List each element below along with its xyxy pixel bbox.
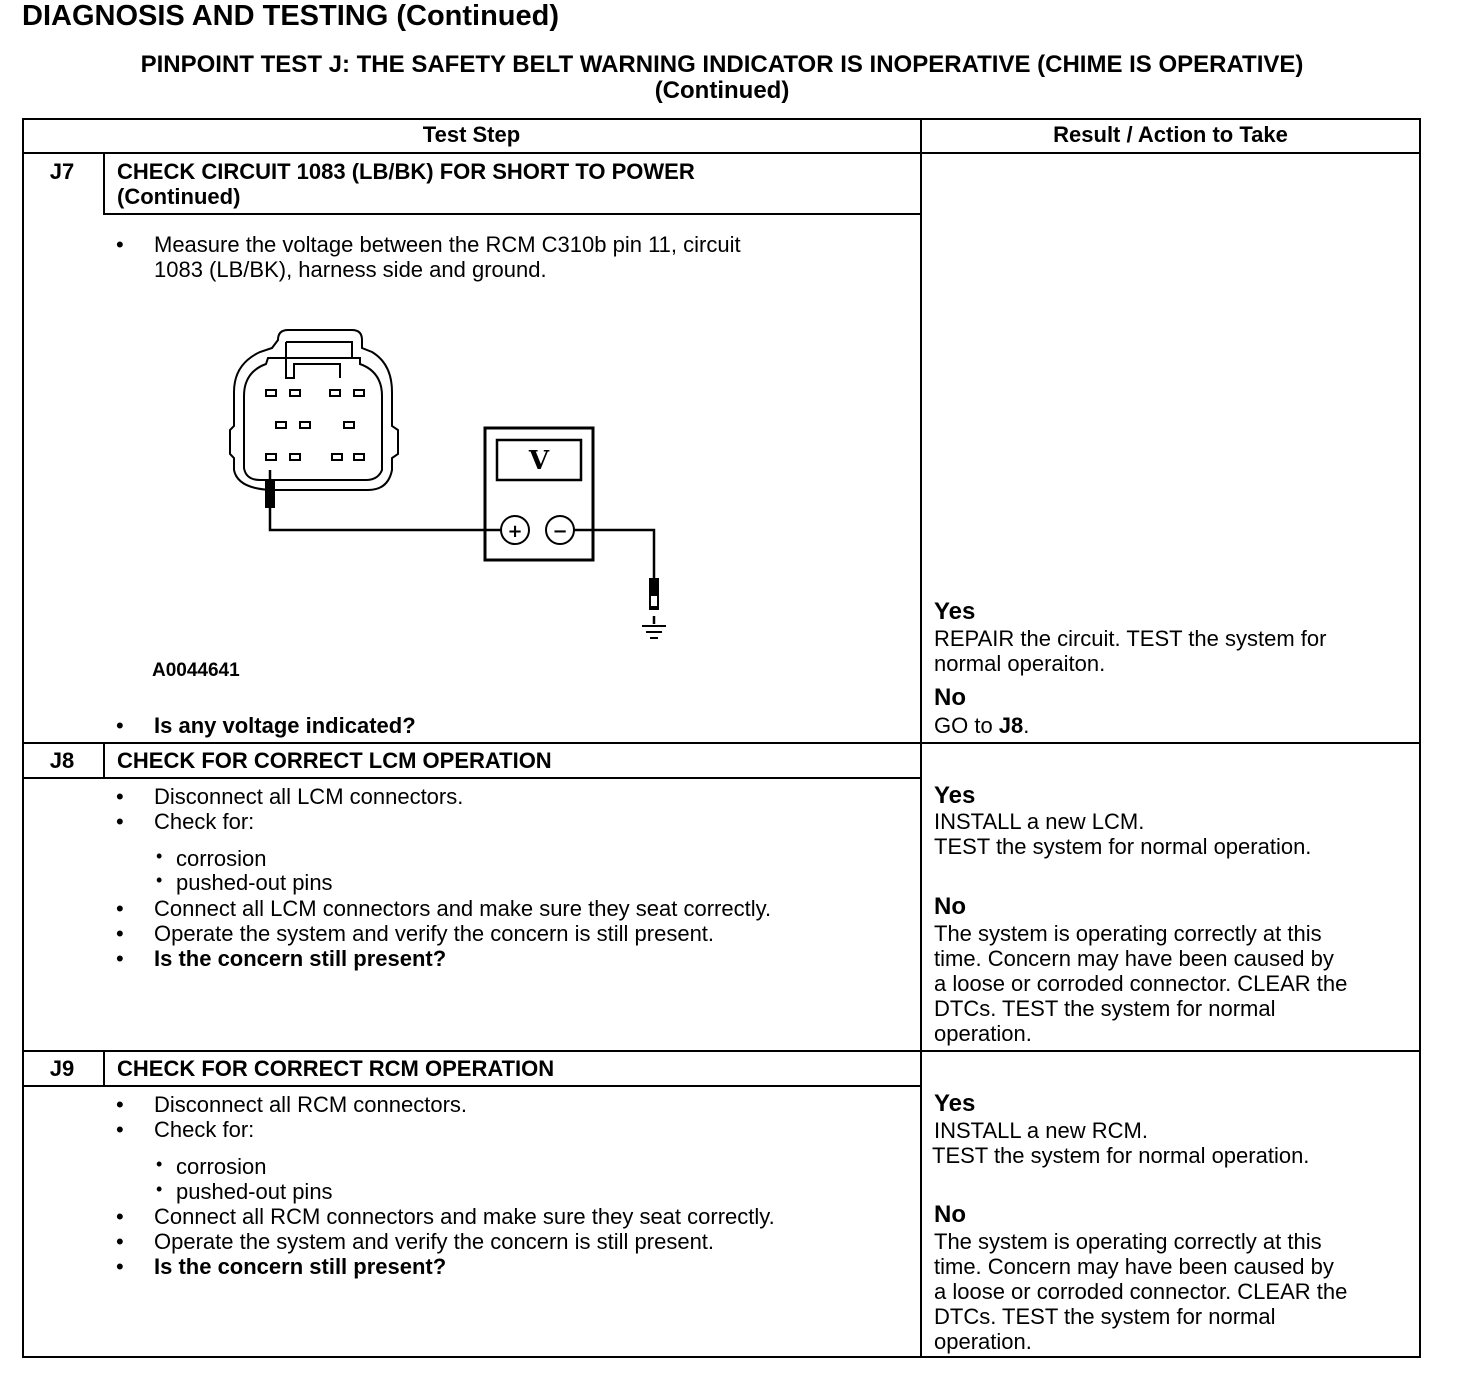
j9-no-line-1: The system is operating correctly at this [934, 1229, 1322, 1254]
bullet: • [116, 1254, 124, 1279]
sub-bullet: • [156, 1154, 163, 1174]
bullet: • [116, 232, 124, 257]
j9-question: Is the concern still present? [154, 1254, 447, 1279]
j9-yes-action [932, 1118, 1309, 1168]
j8-yes-line-2: TEST the system for normal operation. [934, 834, 1312, 859]
j7-id-divider [103, 152, 105, 215]
j8-question: Is the concern still present? [154, 946, 447, 971]
bullet: • [116, 784, 124, 809]
j8-row-divider [22, 1050, 1421, 1052]
j8-no-action [934, 921, 1347, 1046]
column-header-test-step: Test Step [422, 122, 521, 147]
j8-title-divider [22, 777, 921, 779]
j7-yes-line-2: normal operaiton. [934, 651, 1106, 676]
j7-step-text [154, 232, 741, 282]
j7-no-label: No [934, 684, 966, 711]
j8-no-line-5: operation. [934, 1021, 1032, 1046]
j8-yes-label: Yes [934, 782, 976, 809]
j8-sub-1: corrosion [176, 846, 267, 871]
j9-id-divider [103, 1050, 105, 1087]
pinpoint-title-line: PINPOINT TEST J: THE SAFETY BELT WARNING INDICATOR IS INOPERATIVE (CHIME IS OPERATIVE) [140, 51, 1304, 78]
j7-step-line-1: Measure the voltage between the RCM C310b pin 11, circuit [154, 232, 741, 257]
bullet: • [116, 1117, 124, 1142]
j7-yes-line-1: REPAIR the circuit. TEST the system for [934, 626, 1327, 651]
sub-bullet: • [156, 846, 163, 866]
bullet: • [116, 809, 124, 834]
j8-sub-2: pushed-out pins [176, 870, 333, 895]
j7-title-line-1: CHECK CIRCUIT 1083 (LB/BK) FOR SHORT TO POWER [117, 159, 695, 184]
step-id-j7: J7 [49, 159, 75, 184]
bullet: • [116, 896, 124, 921]
j9-title-divider [22, 1085, 921, 1087]
header-row-divider [22, 152, 1421, 154]
page-title: DIAGNOSIS AND TESTING (Continued) [22, 0, 560, 32]
column-divider [920, 118, 922, 1358]
j8-no-line-4: DTCs. TEST the system for normal [934, 996, 1276, 1021]
j7-question: Is any voltage indicated? [154, 713, 416, 738]
j7-title-divider [103, 213, 921, 215]
j7-title-line-2: (Continued) [117, 184, 241, 209]
link-j8[interactable]: J8 [998, 713, 1024, 738]
bullet: • [116, 1092, 124, 1117]
step-id-j9: J9 [49, 1056, 75, 1081]
j8-no-line-3: a loose or corroded connector. CLEAR the [934, 971, 1348, 996]
bullet: • [116, 1204, 124, 1229]
meter-plus: + [507, 521, 523, 542]
j8-yes-action [934, 809, 1311, 859]
figure-id: A0044641 [152, 660, 240, 681]
j8-no-label: No [934, 893, 966, 920]
pinpoint-title-continued: (Continued) [654, 77, 790, 104]
j8-step-1: Disconnect all LCM connectors. [154, 784, 464, 809]
j9-no-line-4: DTCs. TEST the system for normal [934, 1304, 1276, 1329]
step-id-j8: J8 [49, 748, 75, 773]
j8-step-4: Operate the system and verify the concern is still present. [154, 921, 715, 946]
j9-step-3: Connect all RCM connectors and make sure they seat correctly. [154, 1204, 775, 1229]
j9-sub-1: corrosion [176, 1154, 267, 1179]
bullet: • [116, 921, 124, 946]
j8-step-3: Connect all LCM connectors and make sure they seat correctly. [154, 896, 772, 921]
j7-title [117, 159, 695, 209]
j9-sub-2: pushed-out pins [176, 1179, 333, 1204]
j8-id-divider [103, 742, 105, 779]
sub-bullet: • [156, 870, 163, 890]
connector-shell [230, 330, 398, 490]
pinpoint-test-title [22, 52, 1422, 104]
j9-yes-label: Yes [934, 1090, 976, 1117]
sub-bullet: • [156, 1179, 163, 1199]
j9-yes-line-1: INSTALL a new RCM. [934, 1118, 1148, 1143]
meter-minus: − [552, 521, 568, 542]
j9-step-4: Operate the system and verify the concern is still present. [154, 1229, 715, 1254]
j9-no-line-2: time. Concern may have been caused by [934, 1254, 1334, 1279]
meter-symbol: V [528, 446, 550, 476]
j7-yes-action [934, 626, 1326, 676]
bullet: • [116, 713, 124, 738]
j9-title: CHECK FOR CORRECT RCM OPERATION [117, 1056, 555, 1081]
j9-no-label: No [934, 1201, 966, 1228]
column-header-result: Result / Action to Take [1053, 122, 1288, 147]
j7-no-action [934, 713, 1029, 738]
j9-no-line-3: a loose or corroded connector. CLEAR the [934, 1279, 1348, 1304]
j7-row-divider [22, 742, 1421, 744]
j8-no-line-1: The system is operating correctly at this [934, 921, 1322, 946]
j9-yes-line-2: TEST the system for normal operation. [932, 1143, 1310, 1168]
j8-step-2: Check for: [154, 809, 255, 834]
j7-yes-label: Yes [934, 598, 976, 625]
j7-no-suffix: . [1023, 713, 1030, 738]
j7-step-line-2: 1083 (LB/BK), harness side and ground. [154, 257, 547, 282]
bullet: • [116, 946, 124, 971]
voltmeter-diagram [220, 320, 680, 650]
j7-no-prefix: GO to [934, 713, 999, 738]
j9-no-action [934, 1229, 1347, 1354]
j8-no-line-2: time. Concern may have been caused by [934, 946, 1334, 971]
j9-step-1: Disconnect all RCM connectors. [154, 1092, 468, 1117]
j8-title: CHECK FOR CORRECT LCM OPERATION [117, 748, 552, 773]
j9-step-2: Check for: [154, 1117, 255, 1142]
j9-no-line-5: operation. [934, 1329, 1032, 1354]
j8-yes-line-1: INSTALL a new LCM. [934, 809, 1145, 834]
bullet: • [116, 1229, 124, 1254]
